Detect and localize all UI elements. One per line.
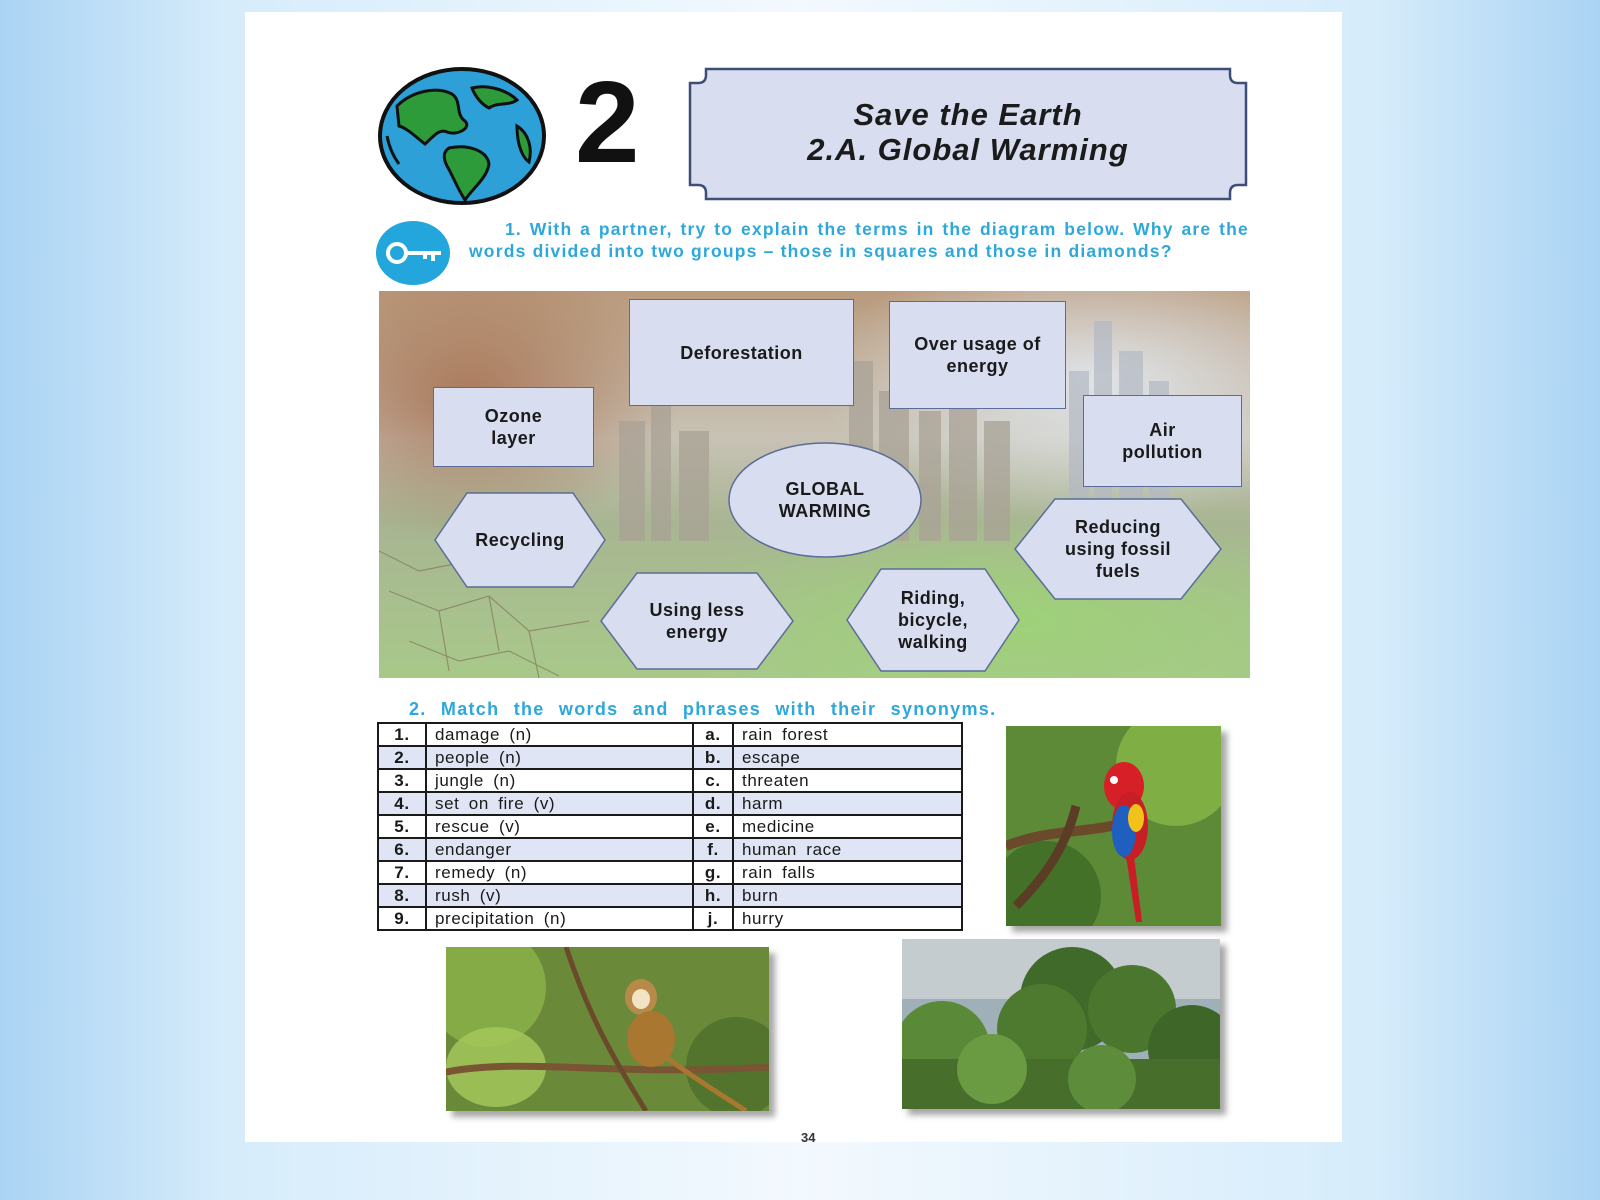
parrot-photo: [1006, 726, 1221, 926]
term-ozone-layer: Ozone layer: [433, 387, 594, 467]
title-line-1: Save the Earth: [853, 97, 1083, 132]
table-row: [378, 884, 962, 907]
row-number: 8.: [378, 884, 426, 907]
word-cell: damage (n): [426, 723, 693, 746]
table-row: [378, 792, 962, 815]
global-warming-diagram: [379, 291, 1250, 678]
word-cell: jungle (n): [426, 769, 693, 792]
monkey-photo: [446, 947, 769, 1111]
synonym-cell: burn: [733, 884, 962, 907]
word-cell: remedy (n): [426, 861, 693, 884]
table-row: [378, 907, 962, 930]
letter-cell: b.: [693, 746, 733, 769]
synonym-cell: rain forest: [733, 723, 962, 746]
row-number: 9.: [378, 907, 426, 930]
word-cell: rescue (v): [426, 815, 693, 838]
term-air-pollution: Air pollution: [1083, 395, 1242, 487]
exercise-1-instruction: 1. With a partner, try to explain the terms in the diagram below. Why are the words divided into two groups – those in squares and those in diamonds?: [469, 219, 1249, 261]
letter-cell: f.: [693, 838, 733, 861]
letter-cell: c.: [693, 769, 733, 792]
term-over-usage-of-energy: Over usage of energy: [889, 301, 1066, 409]
row-number: 5.: [378, 815, 426, 838]
letter-cell: j.: [693, 907, 733, 930]
row-number: 1.: [378, 723, 426, 746]
word-cell: rush (v): [426, 884, 693, 907]
word-cell: set on fire (v): [426, 792, 693, 815]
row-number: 2.: [378, 746, 426, 769]
table-row: [378, 746, 962, 769]
synonym-cell: medicine: [733, 815, 962, 838]
table-row: [378, 769, 962, 792]
term-recycling: Recycling: [433, 491, 607, 589]
row-number: 6.: [378, 838, 426, 861]
synonym-cell: escape: [733, 746, 962, 769]
key-icon: [375, 220, 451, 286]
word-cell: precipitation (n): [426, 907, 693, 930]
table-row: [378, 838, 962, 861]
synonym-cell: threaten: [733, 769, 962, 792]
term-reducing-using-fossil-fuels: Reducing using fossil fuels: [1013, 497, 1223, 601]
word-cell: people (n): [426, 746, 693, 769]
synonyms-table: [377, 722, 963, 931]
letter-cell: a.: [693, 723, 733, 746]
letter-cell: e.: [693, 815, 733, 838]
letter-cell: h.: [693, 884, 733, 907]
table-row: [378, 723, 962, 746]
row-number: 3.: [378, 769, 426, 792]
row-number: 4.: [378, 792, 426, 815]
textbook-page: [245, 12, 1342, 1145]
word-cell: endanger: [426, 838, 693, 861]
synonym-cell: rain falls: [733, 861, 962, 884]
term-using-less-energy: Using less energy: [599, 571, 795, 671]
term-global-warming: GLOBAL WARMING: [727, 441, 923, 559]
letter-cell: d.: [693, 792, 733, 815]
unit-number: 2: [575, 57, 640, 187]
letter-cell: g.: [693, 861, 733, 884]
exercise-2-instruction: 2. Match the words and phrases with their synonyms.: [409, 699, 997, 719]
row-number: 7.: [378, 861, 426, 884]
term-deforestation: Deforestation: [629, 299, 854, 406]
synonym-cell: harm: [733, 792, 962, 815]
title-box: [688, 67, 1248, 201]
title-line-2: 2.A. Global Warming: [807, 132, 1129, 167]
rainforest-photo: [902, 939, 1220, 1109]
globe-icon: [377, 66, 547, 206]
page-number: 34: [801, 1130, 816, 1145]
synonym-cell: human race: [733, 838, 962, 861]
table-row: [378, 861, 962, 884]
synonym-cell: hurry: [733, 907, 962, 930]
table-row: [378, 815, 962, 838]
term-riding-bicycle-walking: Riding, bicycle, walking: [845, 567, 1021, 673]
